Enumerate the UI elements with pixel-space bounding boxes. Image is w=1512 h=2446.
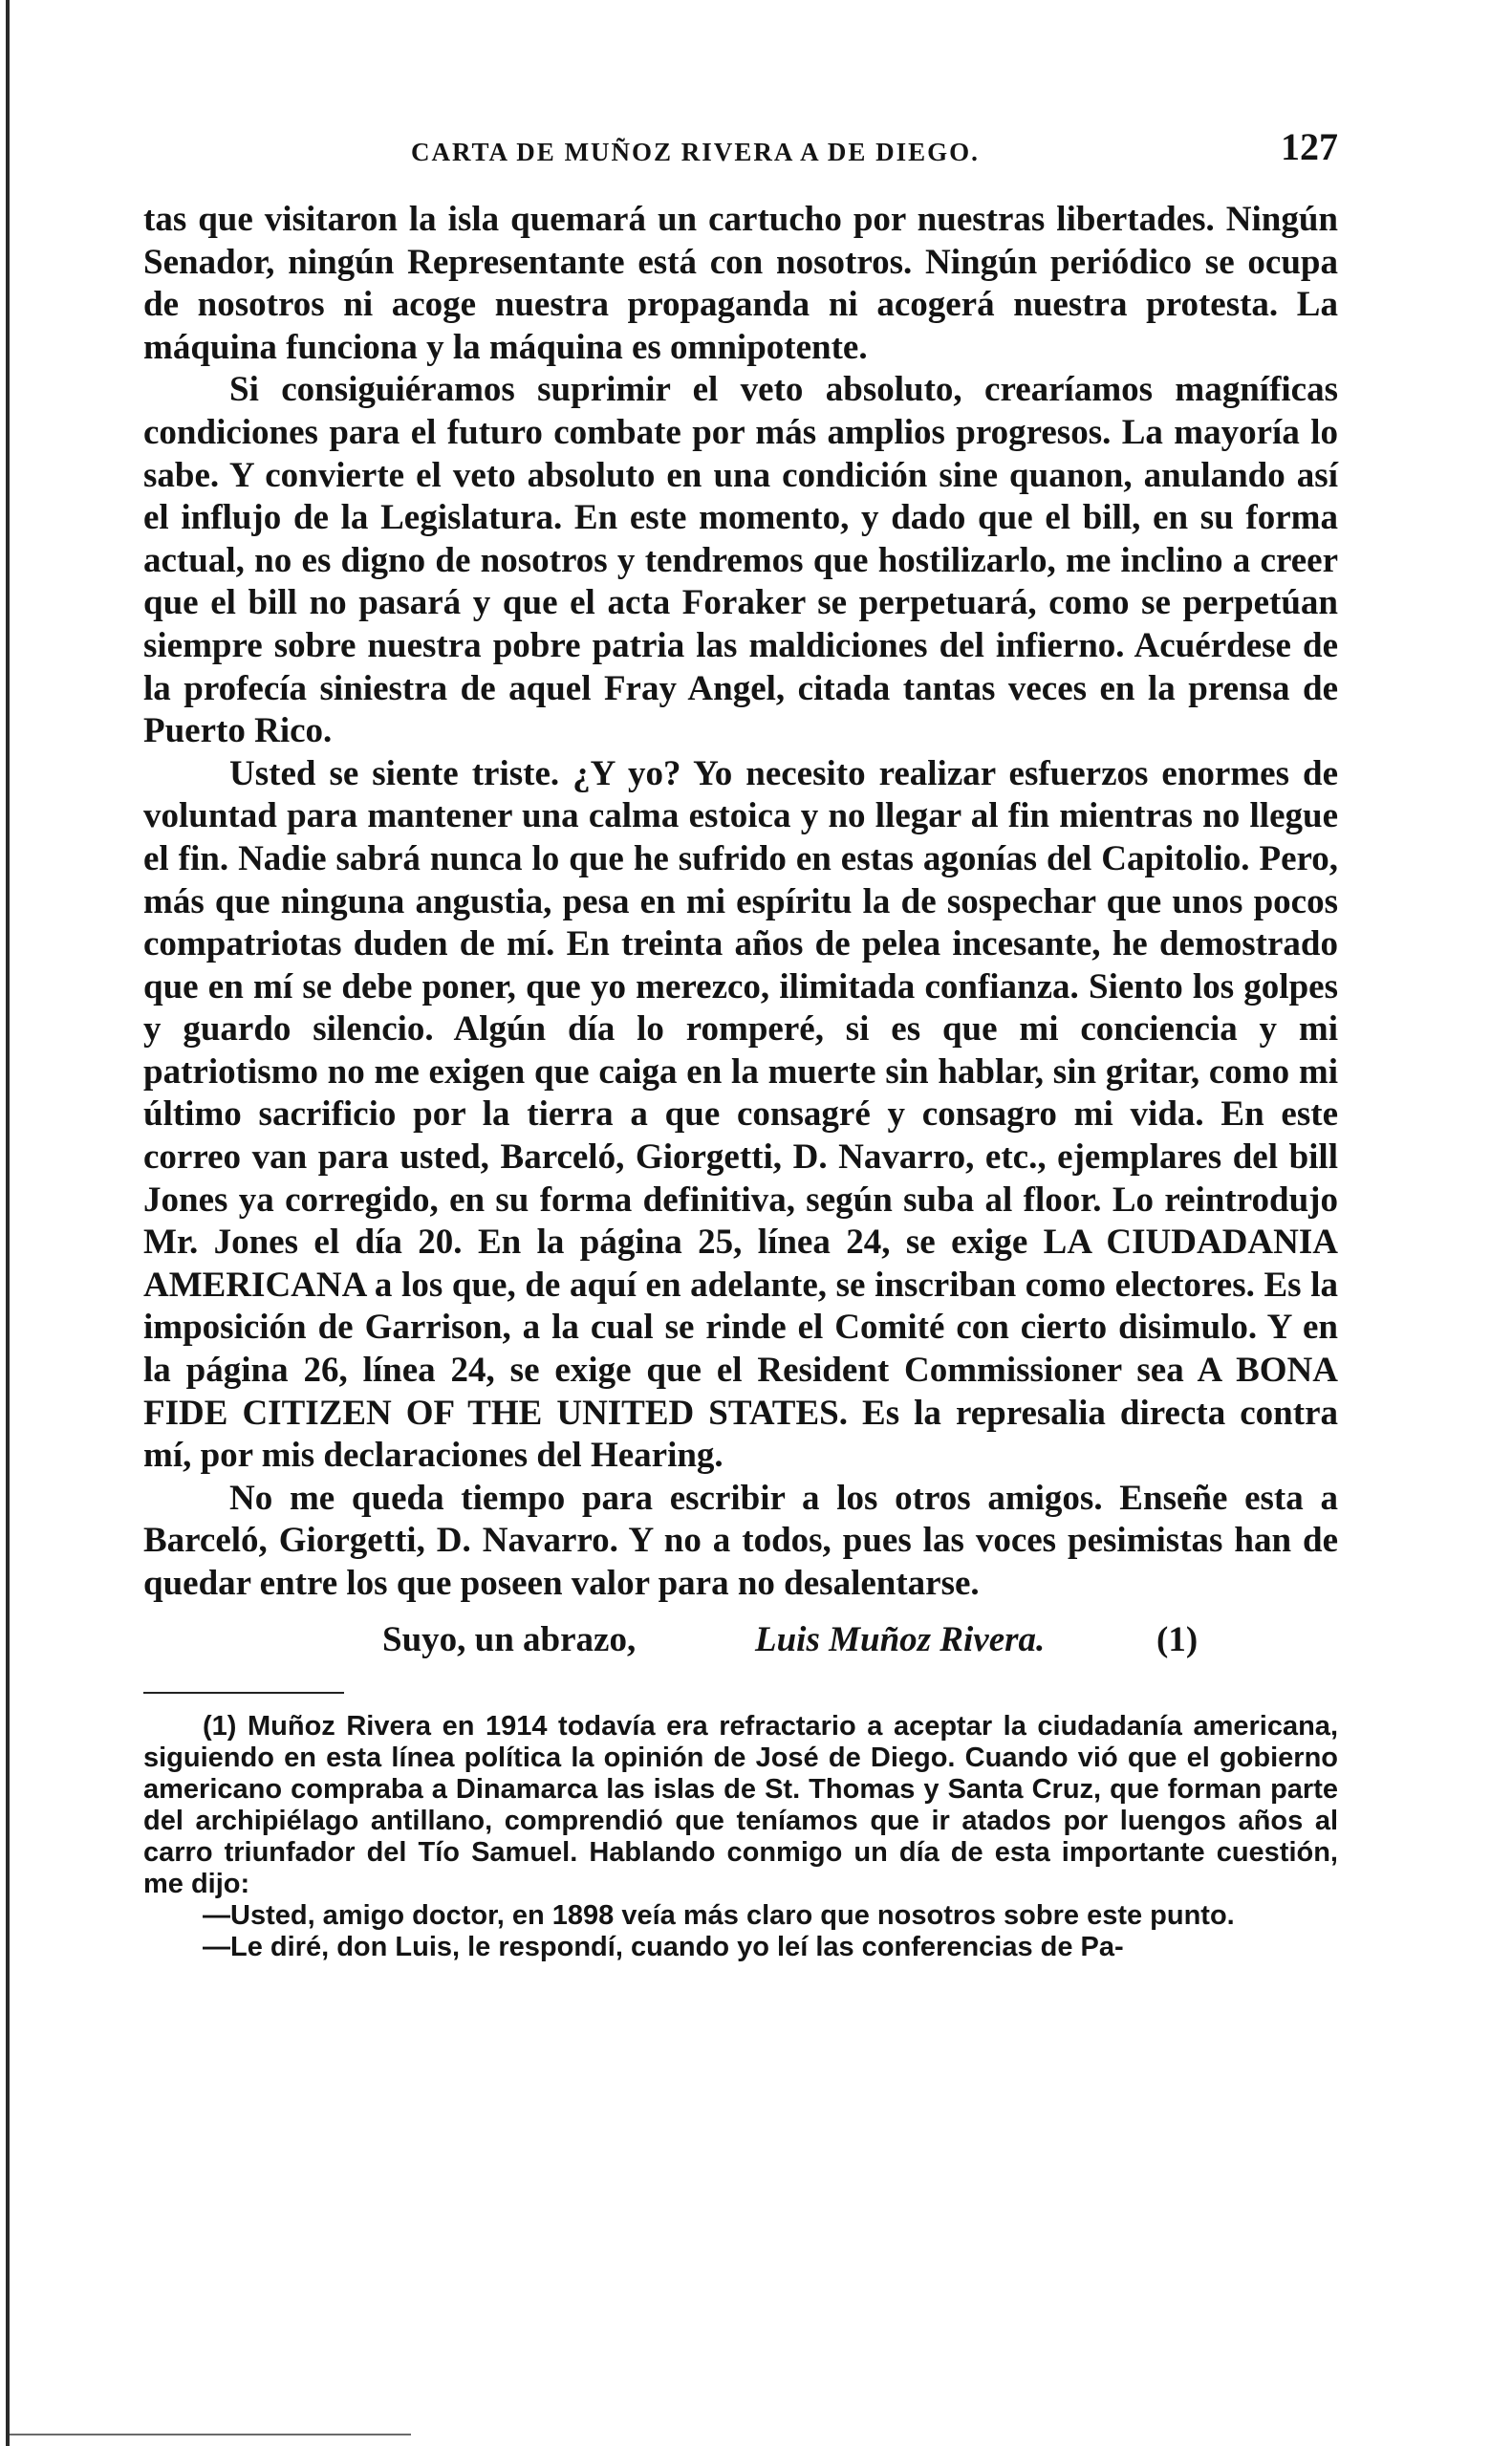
paragraph-4: No me queda tiempo para escribir a los otros amigos. Enseñe esta a Barceló, Giorgetti, D. Navarro. Y no a todos, pues las voces pesimistas han de quedar entre los que poseen valor para no desalentarse. [143,1478,1338,1603]
footnote-1: (1) Muñoz Rivera en 1914 todavía era refractario a aceptar la ciudadanía americana, siguiendo en esta línea política la opinión de José de Diego. Cuando vió que el gobierno americano compraba a Dinamarca las islas de St. Thomas y Santa Cruz, que forman parte del archipiélago antillano, comprendió que teníamos que ir atados por luengos años al carro triunfador del Tío Samuel. Hablando conmigo un día de esta importante cuestión, me dijo: [143,1710,1338,1899]
footnote-1-dialogue-1: —Usted, amigo doctor, en 1898 veía más claro que nosotros sobre este punto. [203,1899,1235,1931]
paragraph-3: Usted se siente triste. ¿Y yo? Yo necesito realizar esfuerzos enormes de voluntad para mantener una calma estoica y no llegar al fin mientras no llegue el fin. Nadie sabrá nunca lo que he sufrido en estas agonías del Capitolio. Pero, más que ninguna angustia, pesa en mi espíritu la de sospechar que unos pocos compatriotas duden de mí. En treinta años de pelea incesante, he demostrado que en mí se debe poner, que yo merezco, ilimitada confianza. Siento los golpes y guardo silencio. Algún día lo romperé, si es que mi conciencia y mi patriotismo no me exigen que caiga en la muerte sin hablar, sin gritar, como mi último sacrificio por la tierra a que consagré y consagro mi vida. En este correo van para usted, Barceló, Giorgetti, D. Navarro, etc., ejemplares del bill Jones ya corregido, en su forma definitiva, según suba al floor. Lo reintrodujo Mr. Jones el día 20. En la página 25, línea 24, se exige LA CIUDADANIA AMERICANA a los que, de aquí en adelante, se inscriban como electores. Es la imposición de Garrison, a la cual se rinde el Comité con cierto disimulo. Y en la página 26, línea 24, se exige que el Resident Commissioner sea A BONA FIDE CITIZEN OF THE UNITED STATES. Es la represalia directa contra mí, por mis declaraciones del Hearing. [143,753,1338,1476]
page-edge-rule [6,0,10,2446]
footnote-divider [143,1692,344,1694]
footnote-reference: (1) [1156,1619,1199,1659]
footnotes [143,1711,1338,1963]
paragraph-1: tas que visitaron la isla quemará un cartucho por nuestras libertades. Ningún Senador, ningún Representante está con nosotros. Ningún periódico se ocupa de nosotros ni acoge nuestra propaganda ni acogerá nuestra protesta. La máquina funciona y la máquina es omnipotente. [143,200,1338,367]
letter-body [143,199,1338,1963]
closing-greeting: Suyo, un abrazo, [382,1619,637,1659]
paragraph-2: Si consiguiéramos suprimir el veto absoluto, crearíamos magníficas condiciones para el futuro combate por más amplios progresos. La mayoría lo sabe. Y convierte el veto absoluto en una condición sine quanon, anulando así el influjo de la Legislatura. En este momento, y dado que el bill, en su forma actual, no es digno de nosotros y tendremos que hostilizarlo, me inclino a creer que el bill no pasará y que el acta Foraker se perpetuará, como se perpetúan siempre sobre nuestra pobre patria las maldiciones del infierno. Acuérdese de la profecía siniestra de aquel Fray Angel, citada tantas veces en la prensa de Puerto Rico. [143,370,1338,751]
signature: Luis Muñoz Rivera. [755,1619,1046,1659]
letter-closing [143,1613,1338,1673]
page-header [143,117,1338,174]
footnote-1-dialogue-2: —Le diré, don Luis, le respondí, cuando yo leí las conferencias de Pa- [203,1931,1124,1962]
page-number: 127 [1281,125,1338,168]
page-bottom-rule [10,2434,411,2435]
running-head: CARTA DE MUÑOZ RIVERA A DE DIEGO. [411,138,980,166]
